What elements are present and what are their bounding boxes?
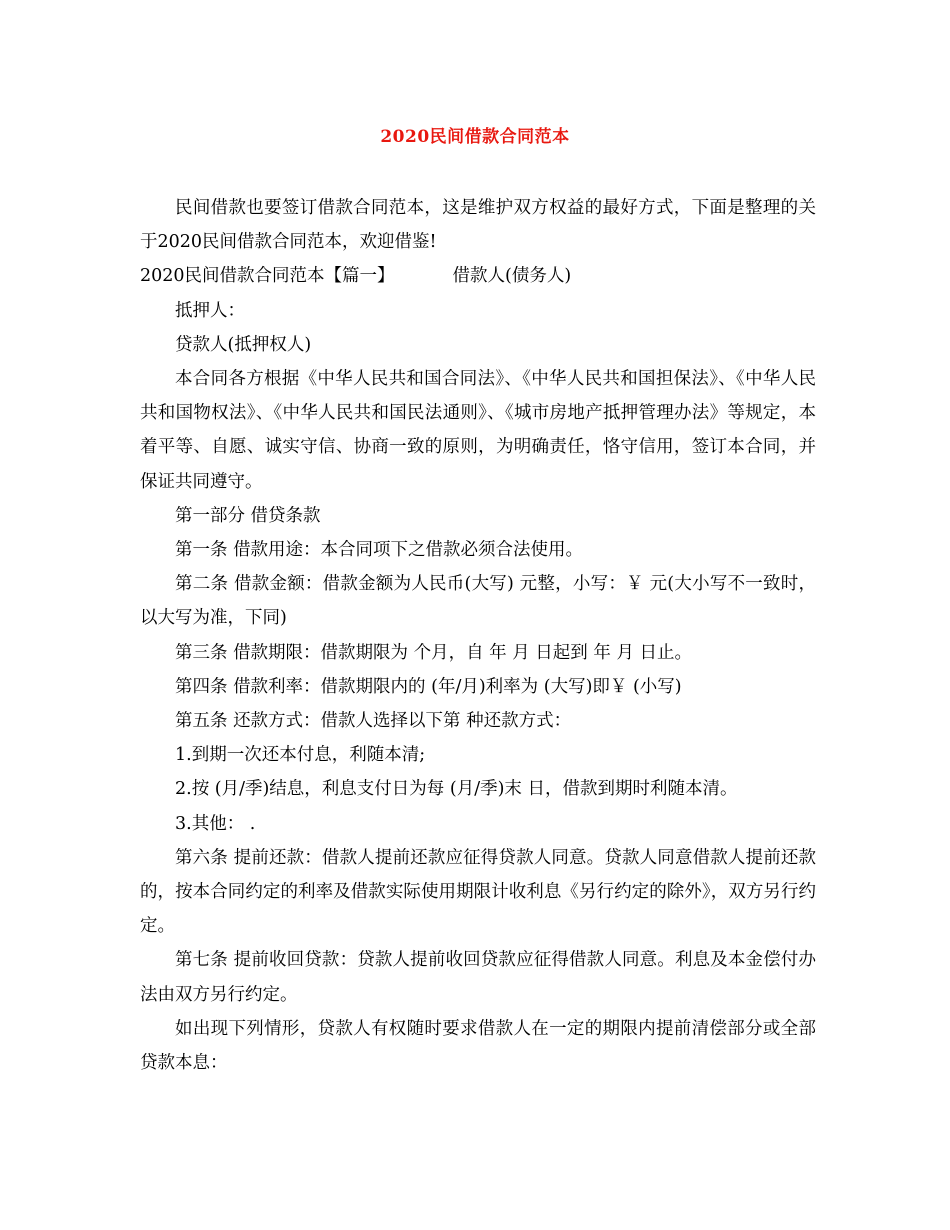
borrower-label: 借款人(债务人) [452, 266, 572, 287]
repayment-option-3: 3.其他： . [175, 813, 256, 834]
section-heading: 2020民间借款合同范本【篇一】 [140, 266, 395, 287]
article-5: 第五条 还款方式：借款人选择以下第 种还款方式： [175, 711, 572, 732]
part-one-heading: 第一部分 借贷条款 [175, 505, 321, 526]
intro-paragraph: 民间借款也要签订借款合同范本，这是维护双方权益的最好方式，下面是整理的关于2020民间借款合同范本，欢迎借鉴! [140, 198, 816, 253]
article-1: 第一条 借款用途：本合同项下之借款必须合法使用。 [175, 540, 584, 561]
conditions-paragraph: 如出现下列情形，贷款人有权随时要求借款人在一定的期限内提前清偿部分或全部贷款本息： [140, 1018, 816, 1074]
lender-label: 贷款人(抵押权人) [175, 334, 312, 355]
mortgagor-label: 抵押人： [175, 300, 245, 321]
repayment-option-2: 2.按 (月/季)结息，利息支付日为每 (月/季)末 日，借款到期时利随本清。 [175, 779, 738, 800]
article-6: 第六条 提前还款：借款人提前还款应征得贷款人同意。贷款人同意借款人提前还款的，按本合同约定的利率及借款实际使用期限计收利息《另行约定的除外》，双方另行约定。 [140, 847, 816, 937]
repayment-option-1: 1.到期一次还本付息，利随本清; [175, 745, 426, 766]
article-7: 第七条 提前收回贷款：贷款人提前收回贷款应征得借款人同意。利息及本金偿付办法由双方另行约定。 [140, 950, 816, 1005]
article-3: 第三条 借款期限：借款期限为 个月，自 年 月 日起到 年 月 日止。 [175, 642, 692, 663]
section-heading-line [140, 259, 816, 293]
document-body [140, 191, 816, 1080]
basis-paragraph: 本合同各方根据《中华人民共和国合同法》、《中华人民共和国担保法》、《中华人民共和国物权法》、《中华人民共和国民法通则》、《城市房地产抵押管理办法》等规定，本着平等、自愿、诚实守信、协商一致的原则，为明确责任，恪守信用，签订本合同，并保证共同遵守。 [140, 369, 816, 492]
document-title: 2020民间借款合同范本 [380, 127, 570, 147]
article-4: 第四条 借款利率：借款期限内的 (年/月)利率为 (大写)即￥ (小写) [175, 676, 682, 697]
article-2: 第二条 借款金额：借款金额为人民币(大写) 元整，小写：￥ 元(大小写不一致时，以大写为准，下同) [140, 574, 816, 629]
